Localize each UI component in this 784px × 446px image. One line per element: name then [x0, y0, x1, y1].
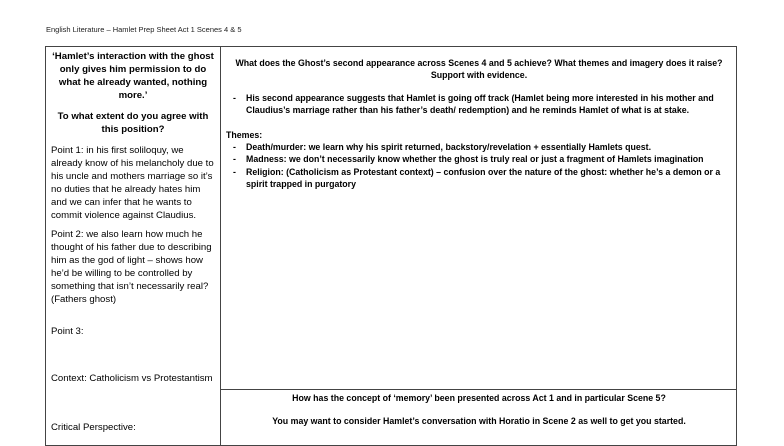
- memory-hint: You may want to consider Hamlet’s conversation with Horatio in Scene 2 as well to get you started.: [272, 416, 686, 427]
- point-1: Point 1: in his first soliloquy, we already know of his melancholy due to his uncle and mothers marriage so it’s no duties that he already hates him and we can infer that he wants to commit violence against Claudius.: [51, 145, 214, 221]
- theme-text: Death/murder: we learn why his spirit returned, backstory/revelation + essentially Hamlets quest.: [246, 142, 652, 153]
- bullet-item: [226, 92, 732, 117]
- ghost-question: What does the Ghost’s second appearance across Scenes 4 and 5 achieve? What themes and imagery does it raise? Support with evidence.: [235, 58, 723, 81]
- column-divider: [220, 47, 221, 445]
- context-label: Context: Catholicism vs Protestantism: [51, 373, 213, 384]
- right-column: [226, 57, 732, 191]
- point-3: Point 3:: [51, 326, 84, 337]
- essay-question: To what extent do you agree with this position?: [57, 111, 209, 135]
- bullet-marker: -: [233, 154, 236, 165]
- theme-item: [226, 141, 732, 153]
- document-header: English Literature – Hamlet Prep Sheet Act 1 Scenes 4 & 5: [46, 25, 242, 34]
- theme-item: [226, 153, 732, 165]
- theme-text: Religion: (Catholicism as Protestant context) – confusion over the nature of the ghost: whether he’s a demon or a spirit trapped in purgatory: [246, 166, 721, 190]
- bullet-text: His second appearance suggests that Hamlet is going off track (Hamlet being more interested in his mother and Claudius’s marriage rather than his father’s death/ redemption) and he reminds Hamlet of what is at stake.: [246, 92, 714, 116]
- critical-perspective-label: Critical Perspective:: [51, 422, 136, 433]
- point-2: Point 2: we also learn how much he thought of his father due to describing him as the god of light – shows how he’d be willing to be controlled by something that isn’t necessarily real? (Fathers ghost): [51, 229, 212, 305]
- essay-quote: ‘Hamlet’s interaction with the ghost only gives him permission to do what he already wanted, nothing more.’: [52, 51, 214, 101]
- bullet-marker: -: [233, 166, 236, 177]
- row-divider: [221, 389, 736, 390]
- memory-section: [226, 392, 732, 428]
- prep-sheet-table: [45, 46, 737, 446]
- theme-text: Madness: we don’t necessarily know whether the ghost is truly real or just a fragment of Hamlets imagination: [246, 154, 704, 165]
- bullet-marker: -: [233, 142, 236, 153]
- theme-item: [226, 166, 732, 191]
- bullet-marker: -: [233, 92, 236, 103]
- left-column: [51, 50, 215, 433]
- themes-heading: Themes:: [226, 129, 263, 140]
- memory-question: How has the concept of ‘memory’ been presented across Act 1 and in particular Scene 5?: [292, 393, 666, 403]
- themes-list: [226, 141, 732, 191]
